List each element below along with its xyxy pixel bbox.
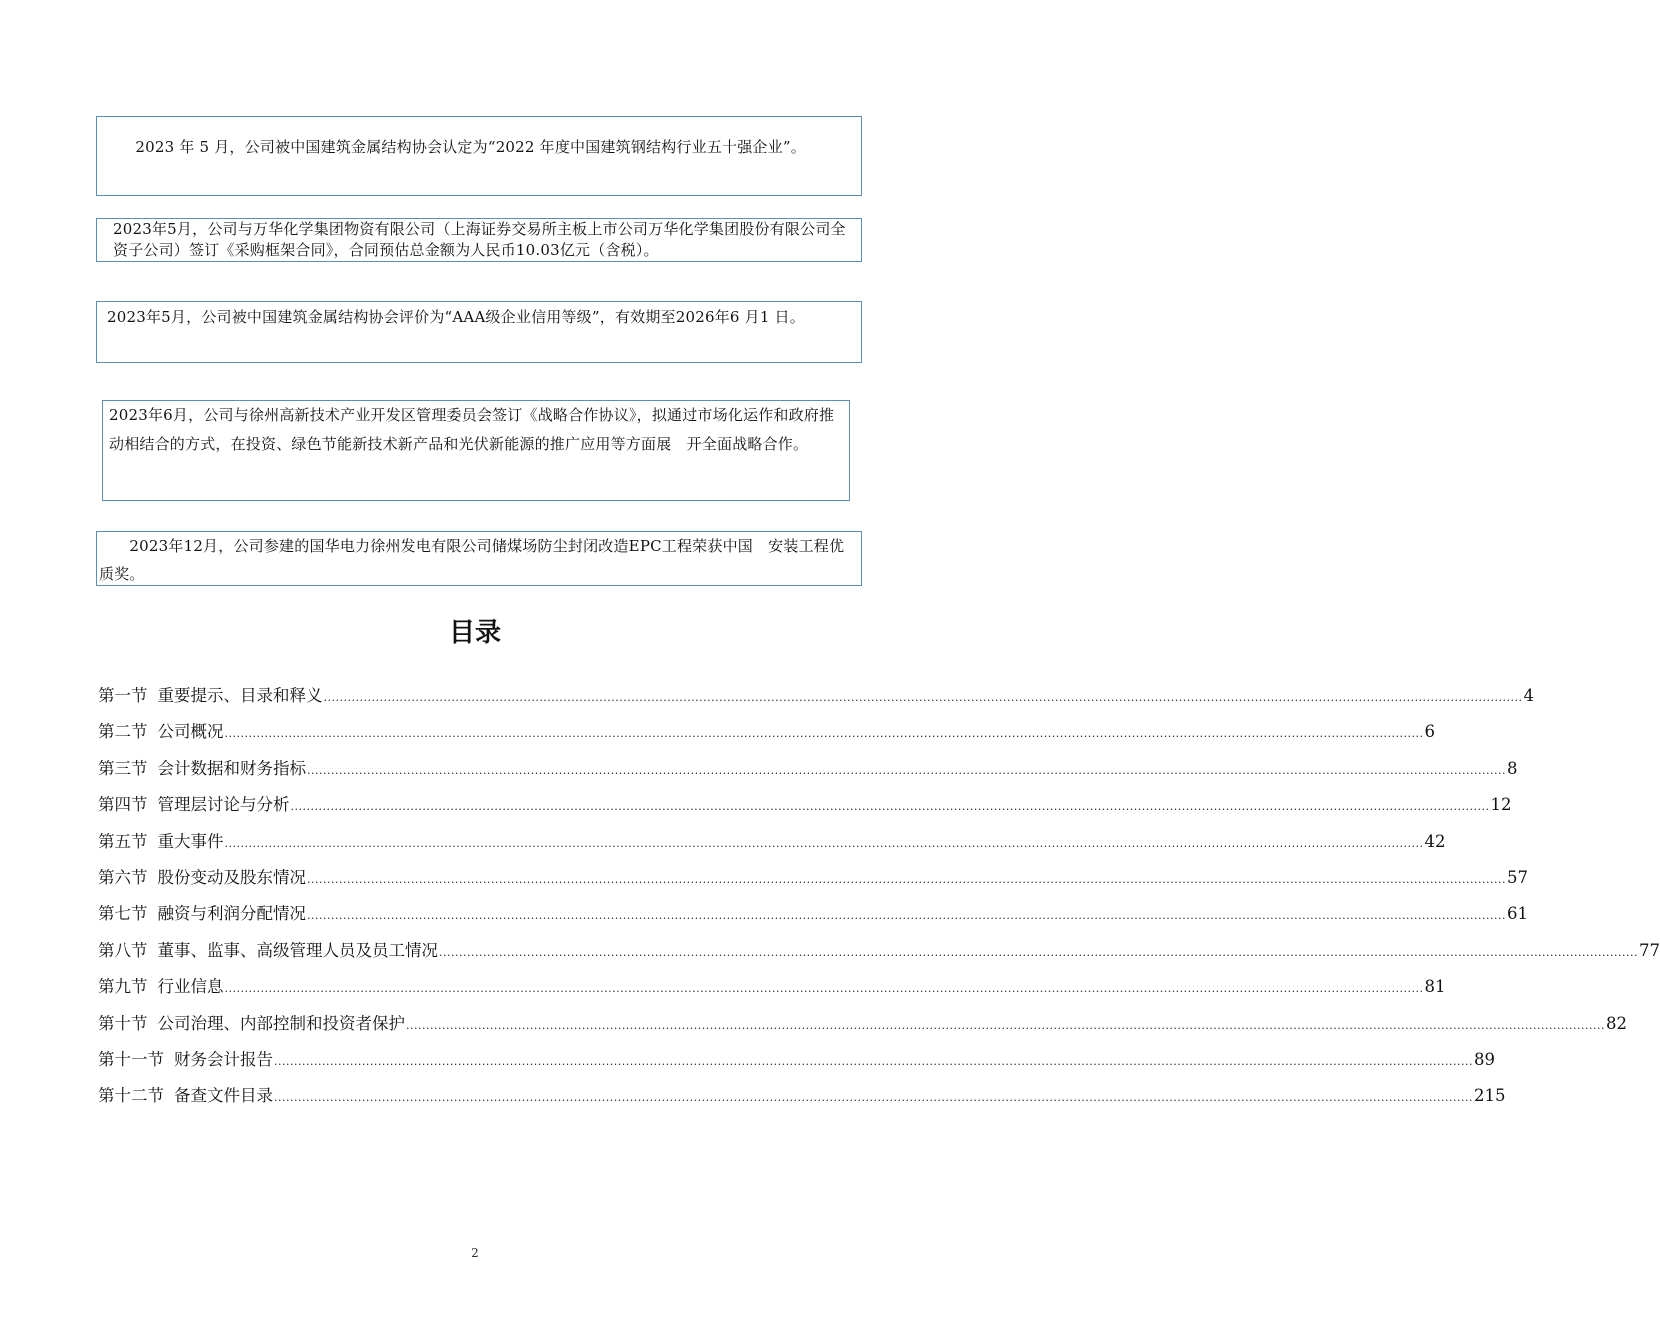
- toc-section-title: 公司治理、内部控制和投资者保护: [157, 1013, 405, 1033]
- toc-entry[interactable]: [98, 718, 1435, 754]
- toc-page-number: 12: [1490, 795, 1512, 815]
- toc-page-number: 6: [1424, 722, 1435, 742]
- toc-section-title: 重要提示、目录和释义: [157, 686, 323, 705]
- toc-section-title: 公司概况: [157, 722, 224, 742]
- toc-page-number: 82: [1605, 1013, 1627, 1033]
- toc-entry[interactable]: [98, 828, 1446, 864]
- event-box-5: 2023年12月，公司参建的国华电力徐州发电有限公司储煤场防尘封闭改造EPC工程荣获中国 安装工程优质奖。: [96, 531, 862, 586]
- toc-section-title: 重大事件: [157, 831, 224, 851]
- toc-leader-dots: ............................................................................................................................................................................................................................................................................................................: [307, 763, 1506, 777]
- page-number: 2: [471, 1246, 479, 1260]
- toc-section-title: 会计数据和财务指标: [157, 758, 306, 778]
- toc-page-number: 8: [1506, 758, 1518, 778]
- toc-entry[interactable]: [98, 1082, 1506, 1118]
- toc-section-number: 第十二节: [98, 1086, 164, 1106]
- toc-entry[interactable]: [98, 1046, 1495, 1082]
- toc-entry[interactable]: [98, 791, 1512, 827]
- toc-entry[interactable]: [98, 900, 1528, 936]
- toc-leader-dots: ............................................................................................................................................................................................................................................................................................................: [274, 1091, 1473, 1105]
- toc-section-number: 第二节: [98, 722, 148, 742]
- toc-entry[interactable]: [98, 682, 1534, 718]
- toc-title: 目录: [448, 618, 501, 648]
- toc-leader-dots: ............................................................................................................................................................................................................................................................................................................: [224, 836, 1424, 850]
- toc-section-number: 第四节: [98, 795, 148, 815]
- toc-section-title: 股份变动及股东情况: [157, 867, 306, 887]
- toc-leader-dots: ............................................................................................................................................................................................................................................................................................................: [224, 982, 1424, 996]
- toc-section-number: 第三节: [98, 758, 148, 778]
- toc-section-title: 备查文件目录: [174, 1086, 273, 1106]
- toc-page-number: 81: [1424, 977, 1446, 997]
- toc-leader-dots: ............................................................................................................................................................................................................................................................................................................: [307, 872, 1506, 886]
- toc-page-number: 61: [1506, 904, 1528, 924]
- toc-entry[interactable]: [98, 973, 1446, 1009]
- toc-section-title: 行业信息: [157, 977, 224, 997]
- toc-section-number: 第六节: [98, 867, 148, 887]
- toc-entry[interactable]: [98, 937, 1660, 973]
- toc-page-number: 89: [1473, 1049, 1495, 1069]
- toc-leader-dots: ............................................................................................................................................................................................................................................................................................................: [439, 945, 1638, 959]
- toc-leader-dots: ............................................................................................................................................................................................................................................................................................................: [406, 1018, 1605, 1032]
- toc-section-number: 第一节: [98, 686, 148, 705]
- toc-section-number: 第十一节: [98, 1049, 164, 1069]
- toc-leader-dots: ............................................................................................................................................................................................................................................................................................................: [290, 800, 1490, 814]
- toc-section-number: 第九节: [98, 977, 148, 997]
- toc-page-number: 215: [1473, 1086, 1506, 1106]
- toc-leader-dots: ............................................................................................................................................................................................................................................................................................................: [307, 909, 1506, 923]
- toc-section-title: 管理层讨论与分析: [157, 795, 290, 815]
- event-box-3: 2023年5月，公司被中国建筑金属结构协会评价为“AAA级企业信用等级”，有效期至2026年6 月1 日。: [96, 301, 862, 363]
- toc-entry[interactable]: [98, 1010, 1627, 1046]
- toc-page-number: 77: [1638, 940, 1660, 960]
- toc-leader-dots: ............................................................................................................................................................................................................................................................................................................: [224, 727, 1424, 741]
- event-box-1: 2023 年 5 月，公司被中国建筑金属结构协会认定为“2022 年度中国建筑钢结构行业五十强企业”。: [96, 116, 862, 196]
- toc-leader-dots: ............................................................................................................................................................................................................................................................................................................: [323, 691, 1523, 704]
- toc-section-title: 董事、监事、高级管理人员及员工情况: [157, 940, 438, 960]
- toc-section-number: 第十节: [98, 1013, 148, 1033]
- event-box-2: 2023年5月，公司与万华化学集团物资有限公司（上海证券交易所主板上市公司万华化学集团股份有限公司全资子公司）签订《采购框架合同》，合同预估总金额为人民币10.03亿元（含税）。: [96, 218, 862, 262]
- toc-page-number: 4: [1523, 686, 1534, 705]
- toc-entry[interactable]: [98, 755, 1518, 791]
- event-box-4: 2023年6月，公司与徐州高新技术产业开发区管理委员会签订《战略合作协议》，拟通过市场化运作和政府推动相结合的方式，在投资、绿色节能新技术新产品和光伏新能源的推广应用等方面展 开全面战略合作。: [102, 400, 850, 501]
- toc-section-title: 融资与利润分配情况: [157, 904, 306, 924]
- table-of-contents: [98, 682, 1660, 1119]
- toc-section-title: 财务会计报告: [174, 1049, 273, 1069]
- toc-page-number: 42: [1424, 831, 1446, 851]
- toc-section-number: 第七节: [98, 904, 148, 924]
- toc-section-number: 第五节: [98, 831, 148, 851]
- toc-entry[interactable]: [98, 864, 1528, 900]
- toc-leader-dots: ............................................................................................................................................................................................................................................................................................................: [274, 1054, 1473, 1068]
- toc-section-number: 第八节: [98, 940, 148, 960]
- toc-page-number: 57: [1506, 867, 1528, 887]
